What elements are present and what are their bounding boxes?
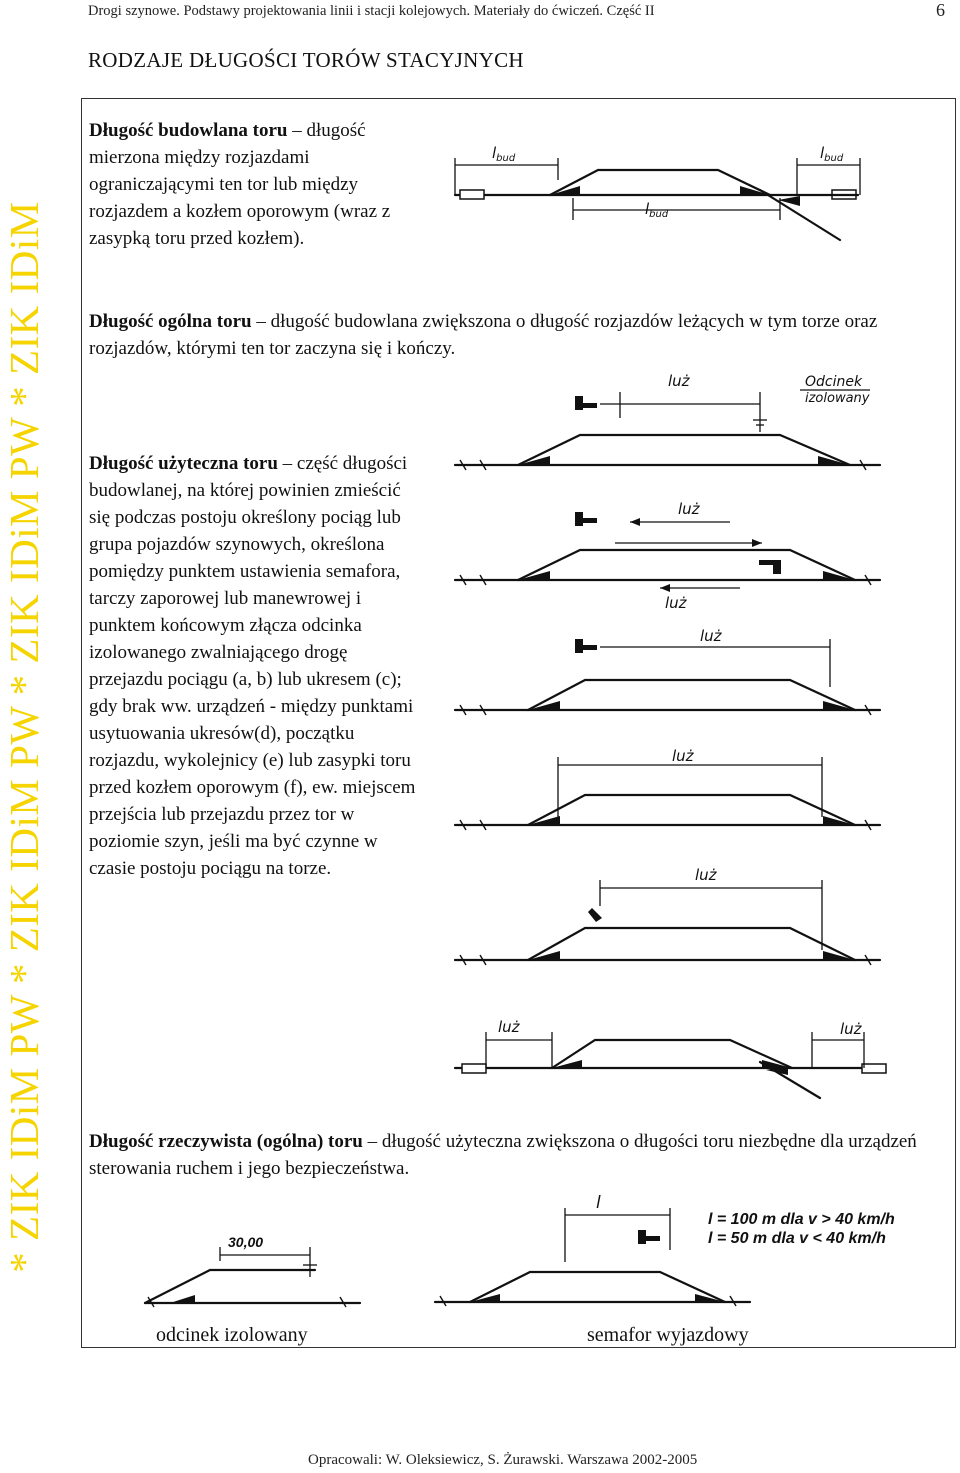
term-uzyteczna: Długość użyteczna toru (89, 453, 278, 474)
label-lbud-left: $l_{bud}$ (492, 144, 516, 164)
definition-uzyteczna (89, 450, 419, 882)
diagram-uzyteczna-d (450, 745, 890, 840)
label-lbud-right: $l_{bud}$ (820, 144, 844, 164)
footer-credits: Opracowali: W. Oleksiewicz, S. Żurawski. Warszawa 2002-2005 (308, 1452, 698, 1468)
page-number: 6 (936, 0, 945, 20)
diagram-uzyteczna-f (450, 1010, 890, 1100)
label-luz-left: luż (498, 1018, 520, 1036)
definition-budowlana (89, 117, 409, 252)
text-budowlana: długość mierzona między rozjazdami ograniczającymi ten tor lub między rozjazdem a kozłem oporowym (wraz z zasypką toru przed kozłem). (89, 120, 391, 249)
diagram-dlugosc-budowlana (440, 140, 870, 240)
definition-ogolna (89, 308, 939, 362)
label-luz: luż (668, 372, 690, 390)
term-rzeczywista: Długość rzeczywista (ogólna) toru (89, 1131, 363, 1152)
rule-1: l = 100 m dla v > 40 km/h (708, 1211, 895, 1228)
text-rzeczywista: długość użyteczna zwiększona o długości toru niezbędne dla urządzeń sterowania ruchem i jego bezpieczeństwa. (89, 1131, 917, 1179)
diagram-uzyteczna-b (450, 500, 890, 615)
watermark-text: * ZIK IDiM PW * ZIK IDiM PW * ZIK IDiM PW * ZIK IDiM (1, 200, 47, 1273)
term-ogolna: Długość ogólna toru (89, 311, 252, 332)
dash: – (277, 453, 297, 474)
diagram-uzyteczna-c (450, 625, 890, 730)
watermark (0, 0, 48, 1473)
text-ogolna: długość budowlana zwiększona o długość rozjazdów leżących w tym torze oraz rozjazdów, którymi ten tor zaczyna się i kończy. (89, 311, 878, 359)
diagram-odcinek-izolowany (140, 1225, 380, 1315)
rule-2: l = 50 m dla v < 40 km/h (708, 1230, 886, 1247)
label-luz-right: luż (840, 1020, 862, 1038)
label-luz: luż (665, 594, 687, 612)
text-uzyteczna: część długości budowlanej, na której powinien zmieścić się podczas postoju określony pociąg lub grupa pojazdów szynowych, określona pomiędzy punktem ustawienia semafora, tarczy zaporowej lub manewrowej i punktem końcowym złącza odcinka izolowanego zwalniającego drogę przejazdu pociągu (a, b) lub ukresem (c); gdy brak ww. urządzeń - między punktami usytuowania ukresów(d), początku rozjazdu, wykolejnicy (e) lub zasypki toru przed kozłem oporowym (f), ew. miejscem przejścia lub przejazdu przez tor w poziomie szyn, jeśli ma być czynne w czasie postoju pociągu na torze. (89, 453, 416, 879)
caption-odcinek-izolowany: odcinek izolowany (156, 1324, 308, 1346)
running-header: Drogi szynowe. Podstawy projektowania linii i stacji kolejowych. Materiały do ćwiczeń. Część II (88, 3, 655, 19)
label-luz: luż (695, 866, 717, 884)
dash: – (287, 120, 307, 141)
label-odcinek: Odcinek (805, 374, 863, 390)
label-luz: luż (678, 500, 700, 518)
dash: – (362, 1131, 382, 1152)
definition-rzeczywista (89, 1128, 939, 1182)
diagram-uzyteczna-e (450, 860, 890, 980)
diagram-uzyteczna-a (450, 370, 890, 480)
label-lbud-middle: $l_{bud}$ (645, 200, 669, 220)
label-luz: luż (700, 627, 722, 645)
dash: – (251, 311, 271, 332)
label-izolowany: izolowany (805, 391, 870, 406)
label-l: l (596, 1193, 601, 1213)
term-budowlana: Długość budowlana toru (89, 120, 288, 141)
page-title: RODZAJE DŁUGOŚCI TORÓW STACYJNYCH (88, 48, 524, 72)
caption-semafor-wyjazdowy: semafor wyjazdowy (587, 1324, 749, 1346)
label-distance: 30,00 (228, 1234, 264, 1250)
label-luz: luż (672, 747, 694, 765)
diagram-semafor-wyjazdowy (430, 1190, 930, 1320)
